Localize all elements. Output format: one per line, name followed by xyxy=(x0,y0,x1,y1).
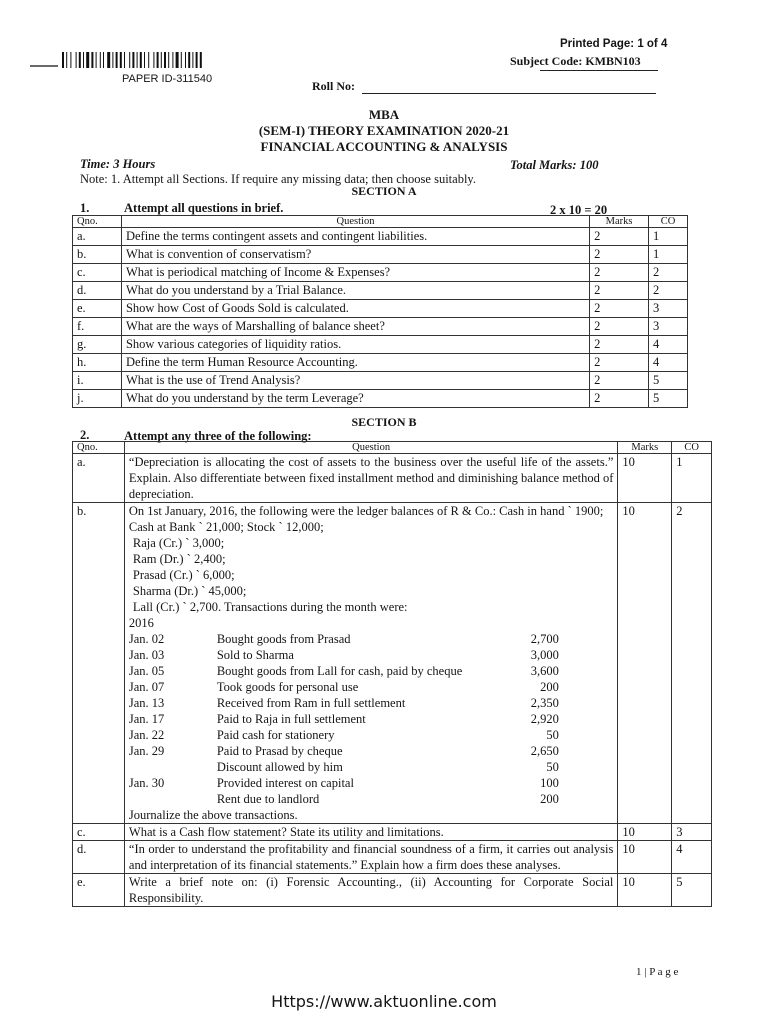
ledger-balances xyxy=(129,535,613,615)
txn-date: Jan. 29 xyxy=(128,744,165,758)
transaction-row xyxy=(129,647,559,663)
note-line: Note: 1. Attempt all Sections. If require any missing data; then choose suitably. xyxy=(80,172,476,186)
marks-value: 2 xyxy=(590,390,649,408)
question-row-1f xyxy=(73,318,688,336)
co-value: 5 xyxy=(649,372,688,390)
marks-value: 10 xyxy=(618,454,672,503)
txn-date: Jan. 03 xyxy=(128,648,165,662)
ledger-balance-line: Ram (Dr.) ` 2,400; xyxy=(132,552,226,566)
txn-date: Jan. 07 xyxy=(128,680,165,694)
marks-value: 2 xyxy=(590,354,649,372)
qno: g. xyxy=(73,336,122,354)
transaction-row xyxy=(129,743,559,759)
txn-amount: 200 xyxy=(540,680,559,694)
col-co: CO xyxy=(649,216,688,228)
colb-marks: Marks xyxy=(618,442,672,454)
section-b-number: 2. xyxy=(80,428,90,442)
colb-qno: Qno. xyxy=(73,442,125,454)
txn-amount: 2,920 xyxy=(530,712,559,726)
marks-value: 2 xyxy=(590,228,649,246)
qno: c. xyxy=(73,264,122,282)
question-text: What is the use of Trend Analysis? xyxy=(121,372,589,390)
co-value: 4 xyxy=(649,336,688,354)
txn-amount: 2,700 xyxy=(530,632,559,646)
footer-url[interactable]: Https://www.aktuonline.com xyxy=(271,992,497,1011)
txn-desc: Bought goods from Prasad xyxy=(216,632,351,646)
txn-desc: Received from Ram in full settlement xyxy=(216,696,406,710)
marks-value: 2 xyxy=(590,336,649,354)
transaction-row xyxy=(129,631,559,647)
txn-amount: 2,650 xyxy=(530,744,559,758)
question-text: Define the term Human Resource Accounting. xyxy=(121,354,589,372)
paper-id: PAPER ID-311540 xyxy=(122,73,213,85)
co-value: 2 xyxy=(649,282,688,300)
subject-title: FINANCIAL ACCOUNTING & ANALYSIS xyxy=(260,139,508,154)
section-b-table xyxy=(72,441,712,907)
qno: e. xyxy=(73,300,122,318)
question-text: Show various categories of liquidity ratios. xyxy=(121,336,589,354)
section-b-instruction: Attempt any three of the following: xyxy=(124,429,312,443)
co-value: 2 xyxy=(672,503,712,824)
transaction-row xyxy=(129,663,559,679)
col-marks: Marks xyxy=(590,216,649,228)
txn-desc: Paid to Raja in full settlement xyxy=(216,712,366,726)
question-text: “In order to understand the profitability and financial soundness of a firm, it carries out analysis and interpretation of its financial statements.” Explain how a firm does these analyses. xyxy=(124,841,617,874)
co-value: 5 xyxy=(672,874,712,907)
marks-value: 10 xyxy=(618,824,672,841)
transaction-row xyxy=(129,759,559,775)
txn-date: Jan. 30 xyxy=(128,776,165,790)
question-row-1c xyxy=(73,264,688,282)
qno: b. xyxy=(73,503,125,824)
question-text xyxy=(124,503,617,824)
transaction-row xyxy=(129,695,559,711)
co-value: 3 xyxy=(672,824,712,841)
txn-amount: 3,600 xyxy=(530,664,559,678)
marks-value: 10 xyxy=(618,874,672,907)
co-value: 4 xyxy=(649,354,688,372)
txn-desc: Discount allowed by him xyxy=(216,760,343,774)
txn-date: Jan. 02 xyxy=(128,632,165,646)
txn-date xyxy=(129,759,217,775)
marks-value: 2 xyxy=(590,300,649,318)
roll-no-label: Roll No: xyxy=(312,79,355,93)
ledger-balance-line: Raja (Cr.) ` 3,000; xyxy=(132,536,225,550)
marks-value: 2 xyxy=(590,282,649,300)
question-row-2d xyxy=(73,841,712,874)
time-label: Time: 3 Hours xyxy=(80,157,156,171)
question-row-1h xyxy=(73,354,688,372)
txn-amount: 50 xyxy=(546,728,559,742)
journalize-instruction: Journalize the above transactions. xyxy=(128,808,298,822)
co-value: 5 xyxy=(649,390,688,408)
section-a-instruction: Attempt all questions in brief. xyxy=(124,201,284,215)
transaction-row xyxy=(129,711,559,727)
qno: f. xyxy=(73,318,122,336)
txn-desc: Sold to Sharma xyxy=(216,648,294,662)
section-b-heading: SECTION B xyxy=(351,415,417,429)
ledger-intro: On 1st January, 2016, the following were the ledger balances of R & Co.: Cash in hand ` 1900; Cash at Bank ` 21,000; Stock ` 12,000; xyxy=(128,504,604,534)
section-a-number: 1. xyxy=(80,201,90,215)
transaction-row xyxy=(129,775,559,791)
question-row-2b xyxy=(73,503,712,824)
marks-value: 2 xyxy=(590,372,649,390)
transaction-row xyxy=(129,679,559,695)
txn-desc: Provided interest on capital xyxy=(216,776,354,790)
transaction-row xyxy=(129,727,559,743)
marks-value: 2 xyxy=(590,264,649,282)
question-row-2c xyxy=(73,824,712,841)
question-text: Write a brief note on: (i) Forensic Accounting., (ii) Accounting for Corporate Social Responsibility. xyxy=(124,874,617,907)
question-text: What do you understand by a Trial Balance. xyxy=(121,282,589,300)
qno: j. xyxy=(73,390,122,408)
ledger-balance-line: Prasad (Cr.) ` 6,000; xyxy=(132,568,235,582)
colb-question: Question xyxy=(124,442,617,454)
transaction-row xyxy=(129,791,559,807)
co-value: 1 xyxy=(649,228,688,246)
txn-desc: Paid cash for stationery xyxy=(216,728,335,742)
question-text: Show how Cost of Goods Sold is calculated. xyxy=(121,300,589,318)
co-value: 4 xyxy=(672,841,712,874)
question-row-2a xyxy=(73,454,712,503)
exam-title: (SEM-I) THEORY EXAMINATION 2020-21 xyxy=(258,123,510,138)
txn-desc: Bought goods from Lall for cash, paid by cheque xyxy=(216,664,463,678)
qno: b. xyxy=(73,246,122,264)
question-text: “Depreciation is allocating the cost of assets to the business over the useful life of the assets.” Explain. Also differentiate between fixed installment method and diminishing balance method of depreciation. xyxy=(124,454,617,503)
qno: a. xyxy=(73,454,125,503)
marks-value: 10 xyxy=(618,503,672,824)
question-row-1e xyxy=(73,300,688,318)
qno: d. xyxy=(73,282,122,300)
txn-desc: Took goods for personal use xyxy=(216,680,359,694)
co-value: 2 xyxy=(649,264,688,282)
question-row-1g xyxy=(73,336,688,354)
question-row-2e xyxy=(73,874,712,907)
question-row-1b xyxy=(73,246,688,264)
marks-value: 2 xyxy=(590,246,649,264)
qno: i. xyxy=(73,372,122,390)
question-text: What is a Cash flow statement? State its utility and limitations. xyxy=(124,824,617,841)
program-title: MBA xyxy=(368,107,400,122)
txn-amount: 100 xyxy=(540,776,559,790)
transactions-table xyxy=(129,631,559,807)
txn-amount: 200 xyxy=(540,792,559,806)
txn-amount: 50 xyxy=(546,760,559,774)
question-row-1j xyxy=(73,390,688,408)
question-text: What is periodical matching of Income & Expenses? xyxy=(121,264,589,282)
col-qno: Qno. xyxy=(73,216,122,228)
section-a-marks-formula: 2 x 10 = 20 xyxy=(550,203,608,217)
co-value: 1 xyxy=(672,454,712,503)
question-text: Define the terms contingent assets and contingent liabilities. xyxy=(121,228,589,246)
txn-date: Jan. 22 xyxy=(128,728,165,742)
txn-amount: 2,350 xyxy=(530,696,559,710)
question-text: What is convention of conservatism? xyxy=(121,246,589,264)
qno: e. xyxy=(73,874,125,907)
col-question: Question xyxy=(121,216,589,228)
question-text: What are the ways of Marshalling of balance sheet? xyxy=(121,318,589,336)
co-value: 3 xyxy=(649,318,688,336)
question-row-1i xyxy=(73,372,688,390)
page-number: 1 | P a g e xyxy=(636,966,679,978)
section-a-heading: SECTION A xyxy=(351,184,417,198)
section-a-table xyxy=(72,215,688,408)
txn-date: Jan. 05 xyxy=(128,664,165,678)
co-value: 3 xyxy=(649,300,688,318)
question-row-1a xyxy=(73,228,688,246)
txn-date: Jan. 13 xyxy=(128,696,165,710)
qno: h. xyxy=(73,354,122,372)
txn-date xyxy=(129,791,217,807)
question-row-1d xyxy=(73,282,688,300)
question-text: What do you understand by the term Leverage? xyxy=(121,390,589,408)
subject-code: Subject Code: KMBN103 xyxy=(510,54,641,68)
barcode-image xyxy=(30,50,275,72)
marks-value: 2 xyxy=(590,318,649,336)
total-marks: Total Marks: 100 xyxy=(510,158,599,172)
qno: d. xyxy=(73,841,125,874)
txn-date: Jan. 17 xyxy=(128,712,165,726)
ledger-balance-line: Sharma (Dr.) ` 45,000; xyxy=(132,584,247,598)
ledger-balance-line: Lall (Cr.) ` 2,700. Transactions during the month were: xyxy=(132,600,408,614)
txn-desc: Rent due to landlord xyxy=(216,792,320,806)
marks-value: 10 xyxy=(618,841,672,874)
year-label: 2016 xyxy=(128,616,154,630)
txn-desc: Paid to Prasad by cheque xyxy=(216,744,343,758)
printed-page: Printed Page: 1 of 4 xyxy=(560,38,668,50)
txn-amount: 3,000 xyxy=(530,648,559,662)
co-value: 1 xyxy=(649,246,688,264)
qno: a. xyxy=(73,228,122,246)
qno: c. xyxy=(73,824,125,841)
colb-co: CO xyxy=(672,442,712,454)
